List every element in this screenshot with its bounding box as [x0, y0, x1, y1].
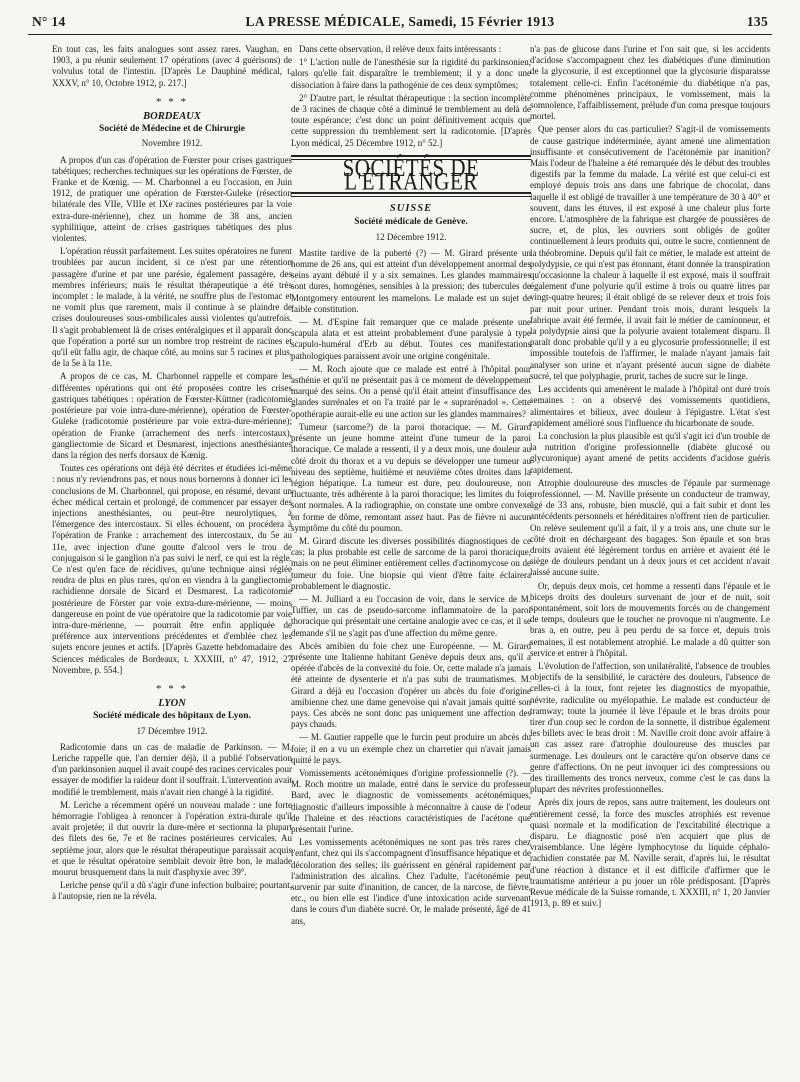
article-paragraph: La conclusion la plus plausible est qu'il s'agit ici d'un trouble de la nutrition d'origine professionnelle (diabète glucosé ou glycuronique) ayant amené de petits accidents d'acidose guéris rapidement. — [530, 430, 770, 475]
article-paragraph: A propos de ce cas, M. Charbonnel rappelle et compare les différentes opérations qui ont été proposées contre les crises gastriques tabétiques : opération de Fœrster-Küttner (radicotomie postérieure par voie intra-dure-mérienne), opération de Fœrster-Guleke (radicotomie postérieure par voie extra-dure-mérienne); opération de Franke (arrachement des nerfs intercostaux), gangliectomie de Sicard et Desmarest, injections anesthésiantes dans la région des nerfs dorsaux de Kœnig. — [52, 371, 292, 460]
article-paragraph: Atrophie douloureuse des muscles de l'épaule par surmenage professionnel. — M. Naville présente un conducteur de tramway, âgé de 33 ans, robuste, bien musclé, qui a fait subir et dont les antécédents personnels et héréditaires n'offrent rien de particulier. On relève seulement qu'il a fait, il y a trois ans, une chute sur le côté droit en déchargeant des bagages. Son épaule et son bras droits avaient été légèrement tordus en arrière et avaient été le siège de douleurs pendant un à deux jours et cet accident n'avait laissé aucune suite. — [530, 477, 770, 578]
article-paragraph: M. Leriche a récemment opéré un nouveau malade : une forte hémorragie l'obligea à renoncer à l'opération extra-durale qu'il avait projetée; il dut ouvrir la dure-mère et sectionna la plupart des filets des 6e, 7e et 8e racines postérieures cervicales. Au septième jour, alors que le résultat thérapeutique paraissait acquis et que le résultat opératoire semblait devoir être bon, le malade mourut brusquement dans la nuit d'asphyxie avec 39°. — [52, 799, 292, 878]
column-2 — [291, 44, 531, 1070]
article-paragraph: Dans cette observation, il relève deux faits intéressants : — [299, 44, 502, 54]
article-paragraph: L'évolution de l'affection, son unilatéralité, l'absence de troubles objectifs de la sensibilité, le caractère des douleurs, l'absence de celles-ci à la toux, font rejeter les diagnostics de myopathie, névrite, radiculite ou myélopathie. Le malade est conducteur de tramway; toute la journée il lève l'épaule et le bras droits pour tirer d'un coup sec le cordon de la sonnette, il distribue également les billets avec le bras droit : M. Naville croit donc avoir affaire à un cas assez rare d'atrophie douloureuse des muscles par surmenage. Les douleurs ont le caractère qu'on observe dans ce genre d'affections. On ne peut invoquer ici des compressions ou des tiraillements des troncs nerveux, comme c'est le cas dans la plupart des névrites professionnelles. — [530, 660, 770, 795]
page-number: 135 — [746, 14, 768, 29]
country-heading: SUISSE — [389, 203, 433, 215]
society-name: Société médicale de Genève. — [354, 217, 468, 228]
city-heading-bordeaux: BORDEAUX — [143, 111, 201, 123]
article-paragraph: Radicotomie dans un cas de maladie de Parkinson. — M. Leriche rappelle que, l'an dernier déjà, il a publié l'observation d'un parkinsonien auquel il avait coupé des racines cervicales pour essayer de modifier la raideur dont il souffrait. L'intervention avait modifié le tremblement, mais n'avait rien changé à la rigidité. — [52, 741, 292, 797]
article-paragraph: Mastite tardive de la puberté (?) — M. Girard présente un homme de 26 ans, qui est atteint d'un développement anormal des seins ayant débuté il y a six semaines. Les glandes mammaires sont dures, homogènes, sensibles à la pression; des tubercules de Montgomery entourent les mamelons. Le malade est un sujet de faible constitution. — [291, 247, 531, 314]
article-paragraph: Tumeur (sarcome?) de la paroi thoracique. — M. Girard présente un jeune homme atteint d'une tumeur de la paroi thoracique. Ce malade a ressenti, il y a deux mois, une douleur au côté droit du thorax et a vu depuis se développer une tumeur au niveau des septième, huitième et neuvième côtes droites dans la région hépatique. La tumeur est dure, peu douloureuse, non fluctuante, très adhérente à la paroi thoracique; les limites du foie sont normales. A la radiographie, on constate une ombre convexe en forme de dôme, remontant assez haut. Pas de fièvre ni aucun symptôme du côté du poumon. — [291, 421, 531, 533]
article-paragraph: Leriche pense qu'il a dû s'agir d'une infection bulbaire; pourtant, à l'autopsie, rien ne la révéla. — [52, 880, 292, 902]
article-paragraph: 2° D'autre part, le résultat thérapeutique : la section incomplète de 3 racines de chaque côté a diminué le tremblement au delà de toute espérance; c'est donc un point définitivement acquis que cette suppression du tremblement sert la radicotomie. [D'après Lyon médical, 25 Décembre 1912, n° 52.] — [291, 92, 531, 148]
column-3 — [530, 44, 770, 1070]
page-header — [28, 10, 772, 35]
society-name: Société médicale des hôpitaux de Lyon. — [93, 711, 251, 722]
article-paragraph: n'a pas de glucose dans l'urine et l'on sait que, si les accidents d'acidose s'accompagnent chez les diabétiques d'une diminution de la glycosurie, il est exceptionnel que la glycosurie disparaisse totalement celle-ci. Enfin l'acétonémie du diabétique n'a pas, comme phénomènes principaux, le vomissement, mais la somnolence, l'affaiblissement, prélude d'un coma presque toujours mortel. — [530, 44, 770, 122]
article-paragraph: L'opération réussit parfaitement. Les suites opératoires ne furent troublées par aucun incident, si ce n'est par une rétention passagère d'urine et par une parésie, également passagère, des membres inférieurs; mais le résultat thérapeutique a été très incomplet : le malade, à la vérité, ne souffre plus de l'estomac et ne vomit plus que rarement, mais il continue à se plaindre de crises douloureuses sous-ombilicales aussi violentes qu'autrefois. Il s'agit probablement là de crises entéralgiques et il apparaît donc que l'opération a porté sur un nombre trop restreint de racines et qu'il eût fallu agir, de chaque côté, au moins sur 5 racines et plus, de la 5e à la 11e. — [52, 246, 292, 369]
article-paragraph: M. Girard discute les diverses possibilités diagnostiques de ce cas; la plus probable est celle de sarcome de la paroi thoracique, mais on ne peut éliminer entièrement celles d'actinomycose ou de tumeur du foie. Une biopsie qui vient d'être faite éclairera probablement le diagnostic. — [291, 535, 531, 591]
section-title: SOCIÉTÉS DE L'ÉTRANGER — [342, 153, 480, 196]
article-paragraph: Vomissements acétonémiques d'origine professionnelle (?). — M. Roch montre un malade, entré dans le service du professeur Bard, avec le diagnostic de vomissements acétonémiques, diagnostic d'ailleurs impossible à méconnaître à cause de l'odeur de l'haleine et des réactions caractéristiques de l'acétone que présentait l'urine. — [291, 767, 531, 834]
article-paragraph: 1° L'action nulle de l'anesthésie sur la rigidité du parkinsonien, alors qu'elle fait disparaître le tremblement; il y a donc une dissociation à faire dans la pathogénie de ces deux symptômes; — [291, 57, 531, 90]
intro-paragraph: En tout cas, les faits analogues sont assez rares. Vaughan, en 1903, a pu réunir seulement 17 opérations (avec 4 guérisons) de volvulus total de l'intestin. [D'après Le Dauphiné médical, t. XXXV, n° 10, Octobre 1912, p. 217.] — [52, 44, 292, 88]
article-paragraph: — M. Roch ajoute que ce malade est entré à l'hôpital pour asthénie et qu'il ne présentait pas à ce moment de développement marqué des seins. On a pensé qu'il était atteint d'insuffisance des glandes surrénales et on l'a traité par le « suprarénadol ». Cette opothérapie aurait-elle eu une action sur les glandes mammaires? — [291, 363, 531, 419]
article-paragraph: Toutes ces opérations ont déjà été décrites et étudiées ici-même : nous n'y reviendrons pas, et nous nous bornerons à donner ici les conclusions de M. Charbonnel, qui propose, en résumé, devant un échec médical certain et prolongé, de commencer par essayer des injections anesthésiantes, ou peut-être neurolytiques, à l'émergence des intercostaux. Si elles échouent, on procédera à l'opération de Franke : arrachement des intercostaux, du 5e au 11e, avec injection d'une goutte d'alcool vers le trou de conjugaison si le ganglion n'a pas suivi le nerf, ce qui est la règle. Ce n'est qu'en face de récidives, qu'une technique ainsi réglée rendra de plus en plus rares, qu'on en viendra à la gangliectomie rachidienne dorsale de Sicard et Desmarest. La radicotomie postérieure de Förster par voie extra-dure-mérienne, — moins dangereuse en point de vue opératoire que la radicotomie par voie intra-dure-mérienne, — pourrait être enfin appliquée de préférence aux interventions précédentes et d'emblée chez les sujets encore jeunes et actifs. [D'après Gazette hebdomadaire des Sciences médicales de Bordeaux, t. XXXIII, n° 47, 1912, 27 Novembre, p. 554.] — [52, 463, 292, 675]
article-paragraph: — M. Gautier rappelle que le furcin peut produire un abcès du foie; il en a vu un exemple chez un charretier qui n'avait jamais quitté le pays. — [291, 732, 531, 765]
column-1 — [52, 44, 292, 1070]
article-paragraph: Les vomissements acétonémiques ne sont pas très rares chez l'enfant, chez qui ils s'accompagnent d'insuffisance hépatique et de décoloration des selles; ils guérissent en général rapidement par l'administration des alcalins. Chez l'adulte, l'acétonémie peut survenir par suite d'inanition, de cancer, de la narcose, de fièvre, etc., ou bien elle est l'indice d'une intoxication acide survenant dans le cours d'un diabète sucré. Or, le malade présenté, âgé de 41 ans, — [291, 837, 531, 926]
section-separator: * * * — [156, 95, 188, 108]
article-paragraph: Or, depuis deux mois, cet homme a ressenti dans l'épaule et le biceps droits des douleurs survenant de jour et de nuit, soit spontanément, soit lors de mouvements forcés ou de changement de temps, douleurs que le toucher ne provoque ni n'augmente. Le bras a, en outre, peu à peu perdu de sa force et, depuis trois semaines, il est notablement atrophié. Le malade a dû quitter son service et entrer à l'hôpital. — [530, 580, 770, 658]
session-date: Novembre 1912. — [141, 138, 203, 149]
article-paragraph: — M. d'Espine fait remarquer que ce malade présente une scapula alata et est atteint probablement d'une paralysie à type scapulo-huméral d'Erb au début. Toutes ces manifestations pathologiques paraissent avoir une origine congénitale. — [291, 317, 531, 361]
journal-title: LA PRESSE MÉDICALE, Samedi, 15 Février 1913 — [245, 14, 555, 29]
section-separator: * * * — [156, 682, 188, 695]
city-heading-lyon: LYON — [158, 698, 186, 710]
article-paragraph: Abcès amibien du foie chez une Européenne. — M. Girard présente une Italienne habitant Genève depuis deux ans, qu'il a opérée d'abcès de la convexité du foie. Or, cette malade n'a jamais été atteinte de dysenterie et n'a pas subi de traumatismes. M. Girard a déjà eu l'occasion d'opérer un abcès du foie d'origine amibienne chez une dame genevoise qui n'avait jamais quitté son pays. Ces abcès ne sont donc pas uniquement une affection des pays chauds. — [291, 640, 531, 730]
society-name: Société de Médecine et de Chirurgie — [99, 124, 245, 135]
article-paragraph: Les accidents qui amenèrent le malade à l'hôpital ont duré trois semaines : on a observé des vomissements quotidiens, alimentaires et bilieux, avec douleur à l'épigastre. L'état s'est rapidement amélioré sous l'influence du bicarbonate de soude. — [530, 384, 770, 428]
article-paragraph: Que penser alors du cas particulier? S'agit-il de vomissements de cause gastrique indéterminée, ayant amené une alimentation insuffisante et consécutivement de l'acétonémie par inanition? Mais l'odeur de l'haleine a été remarquée dès le début des troubles digestifs par la femme du malade. La vérité est que celui-ci est employé depuis trois ans dans une fabrique de chocolat, dans laquelle il est obligé de travailler à une température de 30 à 40° et souvent, dans les étuves, il est exposé à une chaleur plus forte encore. L'atmosphère de la fabrique est chargée de poussières de sucre, et, de plus, les ouvriers sont obligés de goûter continuellement à leurs produits qui, outre le sucre, contiennent de la théobromine. Depuis qu'il fait ce métier, le malade est atteint de polydypsie, ce qui n'est pas étonnant, étant donnée la transpiration qu'occasionne la chaleur à laquelle il est exposé, mais il souffrait également d'une polyurie qu'il estime à trois ou quatre litres par vingt-quatre heures; il était obligé de se relever deux et trois fois par nuit pour uriner. Pendant trois mois, durant lesquels la fabrique avait été fermée, il avait fait le métier de camionneur, et la polydypsie ainsi que la polyurie avaient totalement disparu. Il paraît donc probable qu'il y a eu glycosurie professionnelle; il est impossible toutefois de l'affirmer, le malade n'ayant jamais fait analyser son urine et n'ayant présenté aucun signe de diabète sucré, tel que polyphagie, prurit, taches de sucre sur le linge. — [530, 124, 770, 381]
session-date: 17 Décembre 1912. — [136, 725, 208, 736]
article-paragraph: — M. Julliard a eu l'occasion de voir, dans le service de M. Tuffier, un cas de pseudo-sarcome inflammatoire de la paroi thoracique qui présentait une certaine analogie avec ce cas, et il se demande s'il ne s'agit pas d'une affection du même genre. — [291, 593, 531, 638]
article-paragraph: A propos d'un cas d'opération de Fœrster pour crises gastriques tabétiques; recherches techniques sur les opérations de Fœrster, de Franke et de Kœnig. — M. Charbonnel a eu l'occasion, en Juin 1912, de pratiquer une opération de Fœrster-Guleke (résection bilatérale des VIIe, VIIIe et IXe racines postérieures par la voie extra-dure-mérienne), chez un homme de 38 ans, ancien syphilitique, atteint de crises gastriques tabétiques des plus violentes. — [52, 154, 292, 244]
article-paragraph: Après dix jours de repos, sans autre traitement, les douleurs ont entièrement cessé, la force des muscles atrophiés est revenue quasi normale et la modification de l'excitabilité électrique a disparu. Le diagnostic posé n'en acquiert que plus de vraisemblance. Une légère lymphocytose du liquide céphalo-rachidien constatée par M. Naville serait, d'après lui, le résultat d'une réaction à distance et il est difficile d'affirmer que le traumatisme antérieur a pu jouer un rôle prédisposant. [D'après Revue médicale de la Suisse romande, t. XXXIII, n° 1, 20 Janvier 1913, p. 89 et suiv.] — [530, 797, 770, 909]
session-date: 12 Décembre 1912. — [375, 231, 447, 242]
issue-number: N° 14 — [32, 14, 66, 29]
